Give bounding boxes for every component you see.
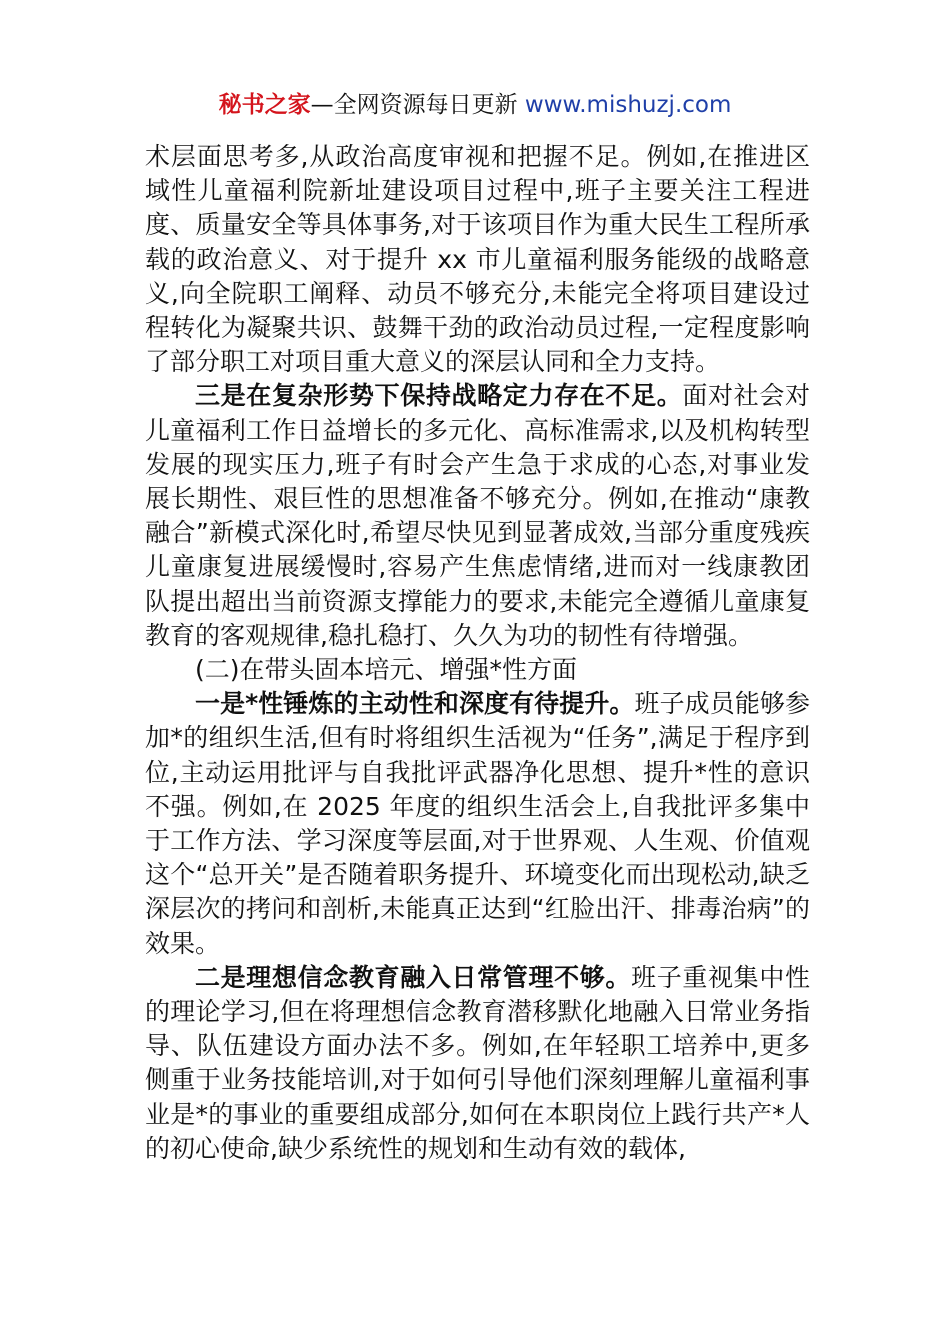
paragraph-text: 术层面思考多,从政治高度审视和把握不足。例如,在推进区域性儿童福利院新址建设项目过程中,班子主要关注工程进度、质量安全等具体事务,对于该项目作为重大民生工程所承载的政治意义、对于提升 xx 市儿童福利服务能级的战略意义,向全院职工阐释、动员不够充分,未能完全将项目建设过程转化为凝聚共识、鼓舞干劲的政治动员过程,一定程度影响了部分职工对项目重大意义的深层认同和全力支持。 <box>145 142 810 377</box>
paragraph-text: 面对社会对儿童福利工作日益增长的多元化、高标准需求,以及机构转型发展的现实压力,班子有时会产生急于求成的心态,对事业发展长期性、艰巨性的思想准备不够充分。例如,在推动“康教融合”新模式深化时,希望尽快见到显著成效,当部分重度残疾儿童康复进展缓慢时,容易产生焦虑情绪,进而对一线康教团队提出超出当前资源支撑能力的要求,未能完全遵循儿童康复教育的客观规律,稳扎稳打、久久为功的韧性有待增强。 <box>145 381 810 650</box>
paragraph-point-one <box>145 687 810 961</box>
header-tagline: —全网资源每日更新 <box>310 92 518 118</box>
paragraph-continuation <box>145 140 810 379</box>
document-body <box>145 140 810 1166</box>
paragraph-lead: 一是*性锤炼的主动性和深度有待提升。 <box>195 689 635 719</box>
paragraph-point-three <box>145 379 810 653</box>
paragraph-text: 班子重视集中性的理论学习,但在将理想信念教育潜移默化地融入日常业务指导、队伍建设方面办法不多。例如,在年轻职工培养中,更多侧重于业务技能培训,对于如何引导他们深刻理解儿童福利事业是*的事业的重要组成部分,如何在本职岗位上践行共产*人的初心使命,缺少系统性的规划和生动有效的载体, <box>145 962 810 1163</box>
paragraph-lead: 三是在复杂形势下保持战略定力存在不足。 <box>195 381 683 411</box>
page-header <box>0 88 950 122</box>
paragraph-point-two <box>145 961 810 1166</box>
section-heading-text: (二)在带头固本培元、增强*性方面 <box>195 655 578 685</box>
paragraph-lead: 二是理想信念教育融入日常管理不够。 <box>195 962 632 992</box>
brand-name: 秘书之家 <box>218 92 311 118</box>
section-heading <box>145 653 810 687</box>
paragraph-text: 班子成员能够参加*的组织生活,但有时将组织生活视为“任务”,满足于程序到位,主动运用批评与自我批评武器净化思想、提升*性的意识不强。例如,在 2025 年度的组织生活会上,自我批评多集中于工作方法、学习深度等层面,对于世界观、人生观、价值观这个“总开关”是否随着职务提升、环境变化而出现松动,缺乏深层次的拷问和剖析,未能真正达到“红脸出汗、排毒治病”的效果。 <box>145 689 810 958</box>
site-url-link[interactable]: www.mishuzj.com <box>524 92 732 118</box>
